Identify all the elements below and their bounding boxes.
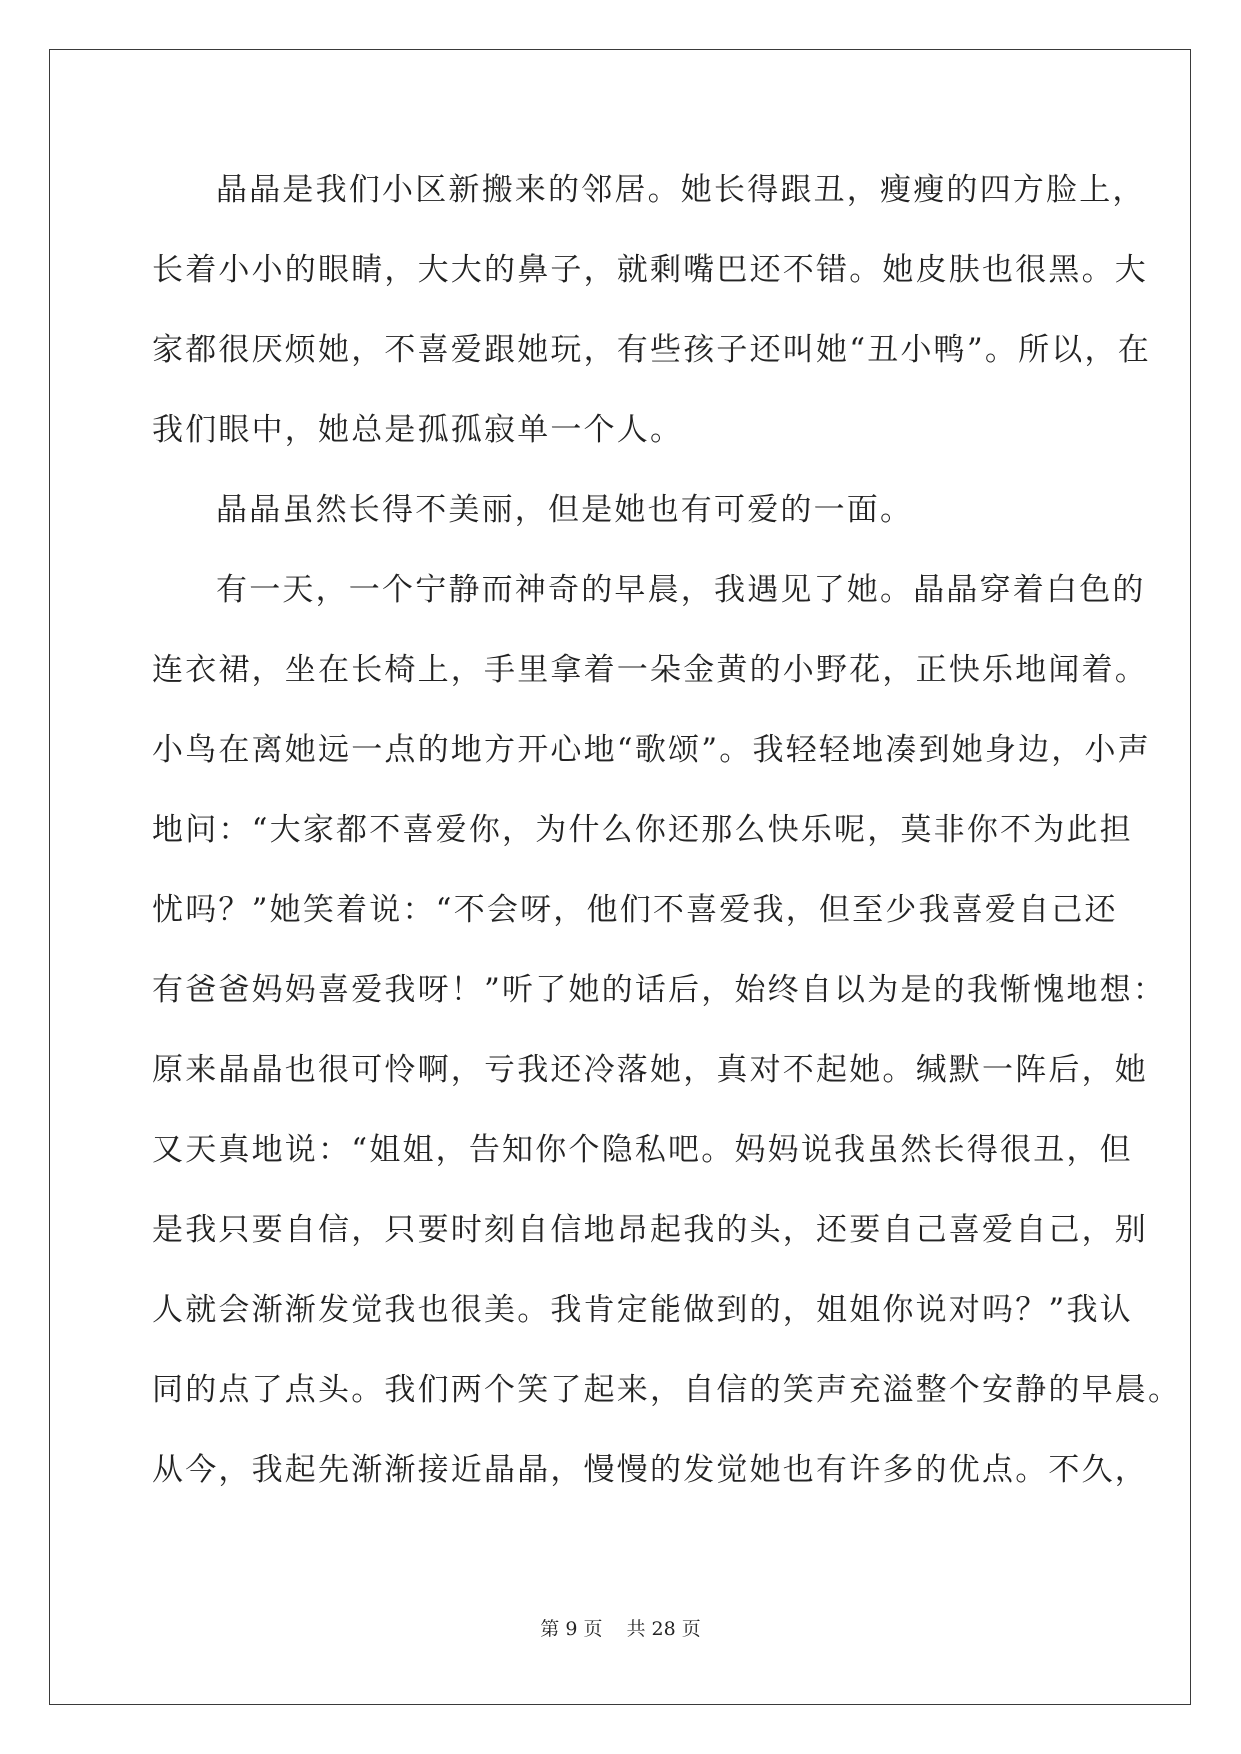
paragraph-3-line-1: 有一天，一个宁静而神奇的早晨，我遇见了她。晶晶穿着白色的	[216, 572, 1146, 608]
paragraph-3-line-2: 连衣裙，坐在长椅上，手里拿着一朵金黄的小野花，正快乐地闻着。	[152, 652, 1148, 688]
paragraph-1-line-2: 长着小小的眼睛，大大的鼻子，就剩嘴巴还不错。她皮肤也很黑。大	[152, 252, 1148, 288]
paragraph-2-line-1: 晶晶虽然长得不美丽，但是她也有可爱的一面。	[216, 492, 914, 528]
paragraph-3-line-7: 原来晶晶也很可怜啊，亏我还冷落她，真对不起她。缄默一阵后，她	[152, 1052, 1148, 1088]
paragraph-3-line-4: 地问：“大家都不喜爱你，为什么你还那么快乐呢，莫非你不为此担	[152, 812, 1133, 848]
paragraph-3-line-5: 忧吗？”她笑着说：“不会呀，他们不喜爱我，但至少我喜爱自己还	[152, 892, 1118, 928]
paragraph-3-line-3: 小鸟在离她远一点的地方开心地“歌颂”。我轻轻地凑到她身边，小声	[152, 732, 1151, 768]
paragraph-3-line-10: 人就会渐渐发觉我也很美。我肯定能做到的，姐姐你说对吗？”我认	[152, 1292, 1133, 1328]
paragraph-3-line-11: 同的点了点头。我们两个笑了起来，自信的笑声充溢整个安静的早晨。	[152, 1372, 1182, 1408]
paragraph-3-line-6: 有爸爸妈妈喜爱我呀！”听了她的话后，始终自以为是的我惭愧地想：	[152, 972, 1167, 1008]
page-footer	[0, 1617, 1241, 1641]
paragraph-1-line-1: 晶晶是我们小区新搬来的邻居。她长得跟丑，瘦瘦的四方脸上，	[216, 172, 1146, 208]
paragraph-3-line-12: 从今，我起先渐渐接近晶晶，慢慢的发觉她也有许多的优点。不久，	[152, 1452, 1148, 1488]
paragraph-1-line-4: 我们眼中，她总是孤孤寂单一个人。	[152, 412, 684, 448]
page-total: 共 28 页	[626, 1618, 701, 1640]
paragraph-1-line-3: 家都很厌烦她，不喜爱跟她玩，有些孩子还叫她“丑小鸭”。所以，在	[152, 332, 1151, 368]
paragraph-3-line-9: 是我只要自信，只要时刻自信地昂起我的头，还要自己喜爱自己，别	[152, 1212, 1148, 1248]
paragraph-3-line-8: 又天真地说：“姐姐，告知你个隐私吧。妈妈说我虽然长得很丑，但	[152, 1132, 1133, 1168]
page-number: 第 9 页	[540, 1618, 603, 1640]
